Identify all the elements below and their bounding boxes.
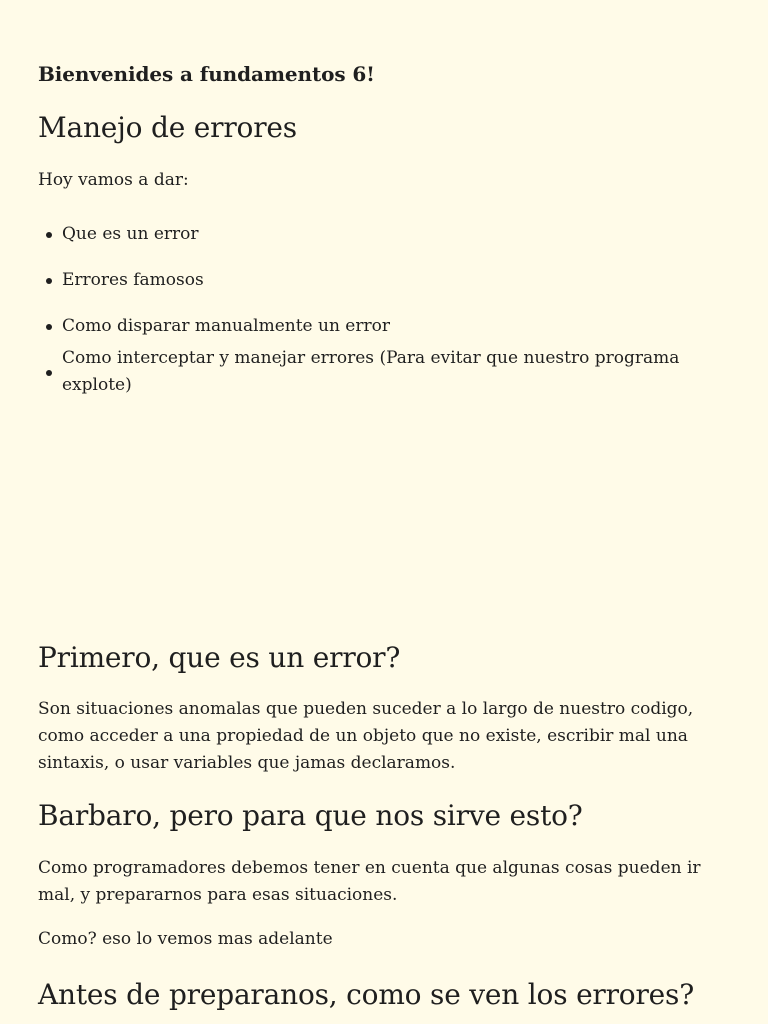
section-heading-antes: Antes de preparanos, como se ven los errores? (38, 978, 695, 1011)
barbaro-paragraph-2: Como? eso lo vemos mas adelante (38, 929, 333, 949)
section-heading-primero: Primero, que es un error? (38, 641, 401, 674)
bullet-icon (46, 370, 52, 376)
section-heading-manejo-de-errores: Manejo de errores (38, 111, 297, 144)
section-heading-barbaro: Barbaro, pero para que nos sirve esto? (38, 799, 583, 832)
bullet-icon (46, 232, 52, 238)
topic-item (38, 303, 730, 349)
barbaro-paragraph-1: Como programadores debemos tener en cuenta que algunas cosas pueden ir mal, y prepararnos para esas situaciones. (38, 858, 701, 905)
bullet-icon (46, 278, 52, 284)
topic-label: Como interceptar y manejar errores (Para evitar que nuestro programa explote) (62, 348, 680, 395)
topic-item (38, 349, 730, 395)
bullet-icon (46, 324, 52, 330)
topics-list (38, 211, 730, 395)
topic-label: Errores famosos (62, 269, 204, 290)
topic-label: Que es un error (62, 223, 199, 244)
intro-paragraph: Hoy vamos a dar: (38, 170, 189, 190)
topic-item (38, 257, 730, 303)
welcome-heading: Bienvenides a fundamentos 6! (38, 62, 375, 86)
primero-paragraph: Son situaciones anomalas que pueden suceder a lo largo de nuestro codigo, como acceder a una propiedad de un objeto que no existe, escribir mal una sintaxis, o usar variables que jamas declaramos. (38, 699, 694, 773)
topic-label: Como disparar manualmente un error (62, 315, 390, 336)
topic-item (38, 211, 730, 257)
